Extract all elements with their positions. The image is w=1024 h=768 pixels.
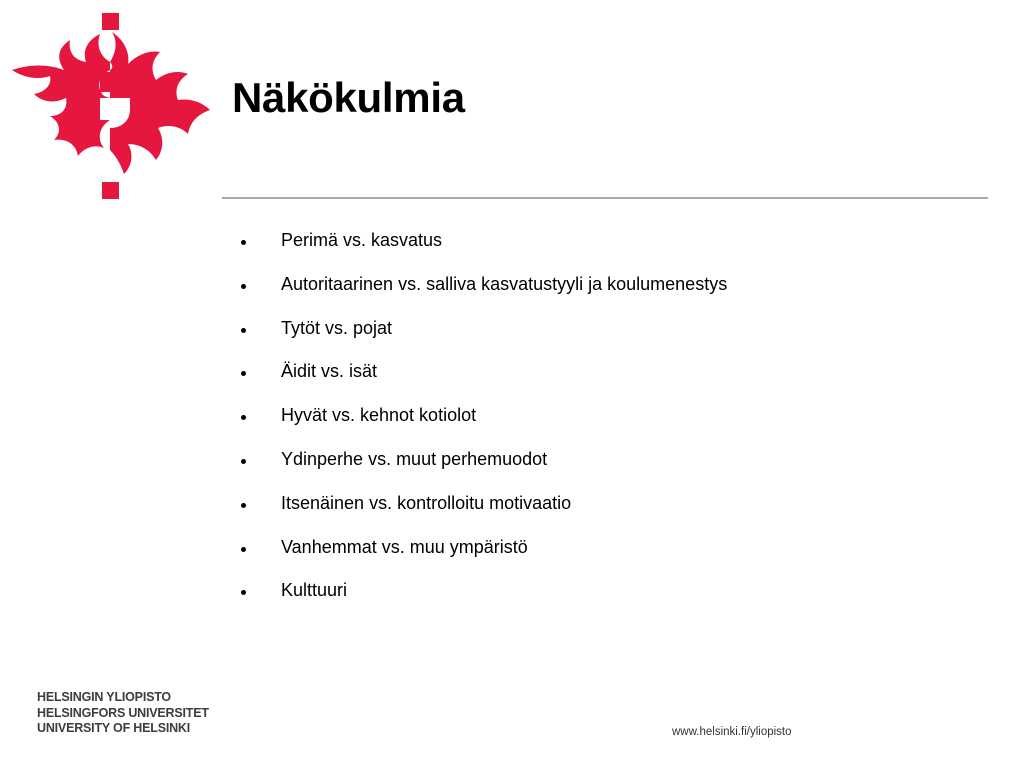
bullet-dot-icon: [241, 503, 246, 508]
bullet-text: Autoritaarinen vs. salliva kasvatustyyli ja koulumenestys: [281, 273, 728, 294]
bullet-text: Perimä vs. kasvatus: [281, 230, 443, 250]
bullet-text: Hyvät vs. kehnot kotiolot: [281, 405, 477, 426]
wordmark-line-finnish: HELSINGIN YLIOPISTO: [37, 690, 171, 704]
bullet-dot-icon: [241, 590, 246, 595]
bullet-dot-icon: [241, 371, 246, 376]
university-flame-logo-icon: [8, 10, 214, 204]
footer-url-link[interactable]: www.helsinki.fi/yliopisto: [672, 726, 792, 738]
bullet-dot-icon: [241, 415, 246, 420]
bullet-dot-icon: [241, 284, 246, 289]
bullet-text: Vanhemmat vs. muu ympäristö: [281, 536, 528, 557]
slide-title: Näkökulmia: [232, 74, 465, 121]
bullet-text: Tytöt vs. pojat: [281, 317, 393, 338]
bullet-dot-icon: [241, 328, 246, 333]
university-wordmark: [37, 690, 209, 737]
bullet-text: Kulttuuri: [281, 580, 348, 601]
bullet-text: Äidit vs. isät: [281, 361, 378, 382]
bullet-dot-icon: [241, 459, 246, 464]
bullet-dot-icon: [241, 547, 246, 552]
bullet-text: Itsenäinen vs. kontrolloitu motivaatio: [281, 492, 572, 513]
wordmark-line-english: UNIVERSITY OF HELSINKI: [37, 721, 191, 735]
wordmark-line-swedish: HELSINGFORS UNIVERSITET: [37, 705, 209, 720]
title-divider: [222, 197, 988, 199]
bullet-text: Ydinperhe vs. muut perhemuodot: [281, 448, 548, 469]
bullet-dot-icon: [241, 240, 246, 245]
